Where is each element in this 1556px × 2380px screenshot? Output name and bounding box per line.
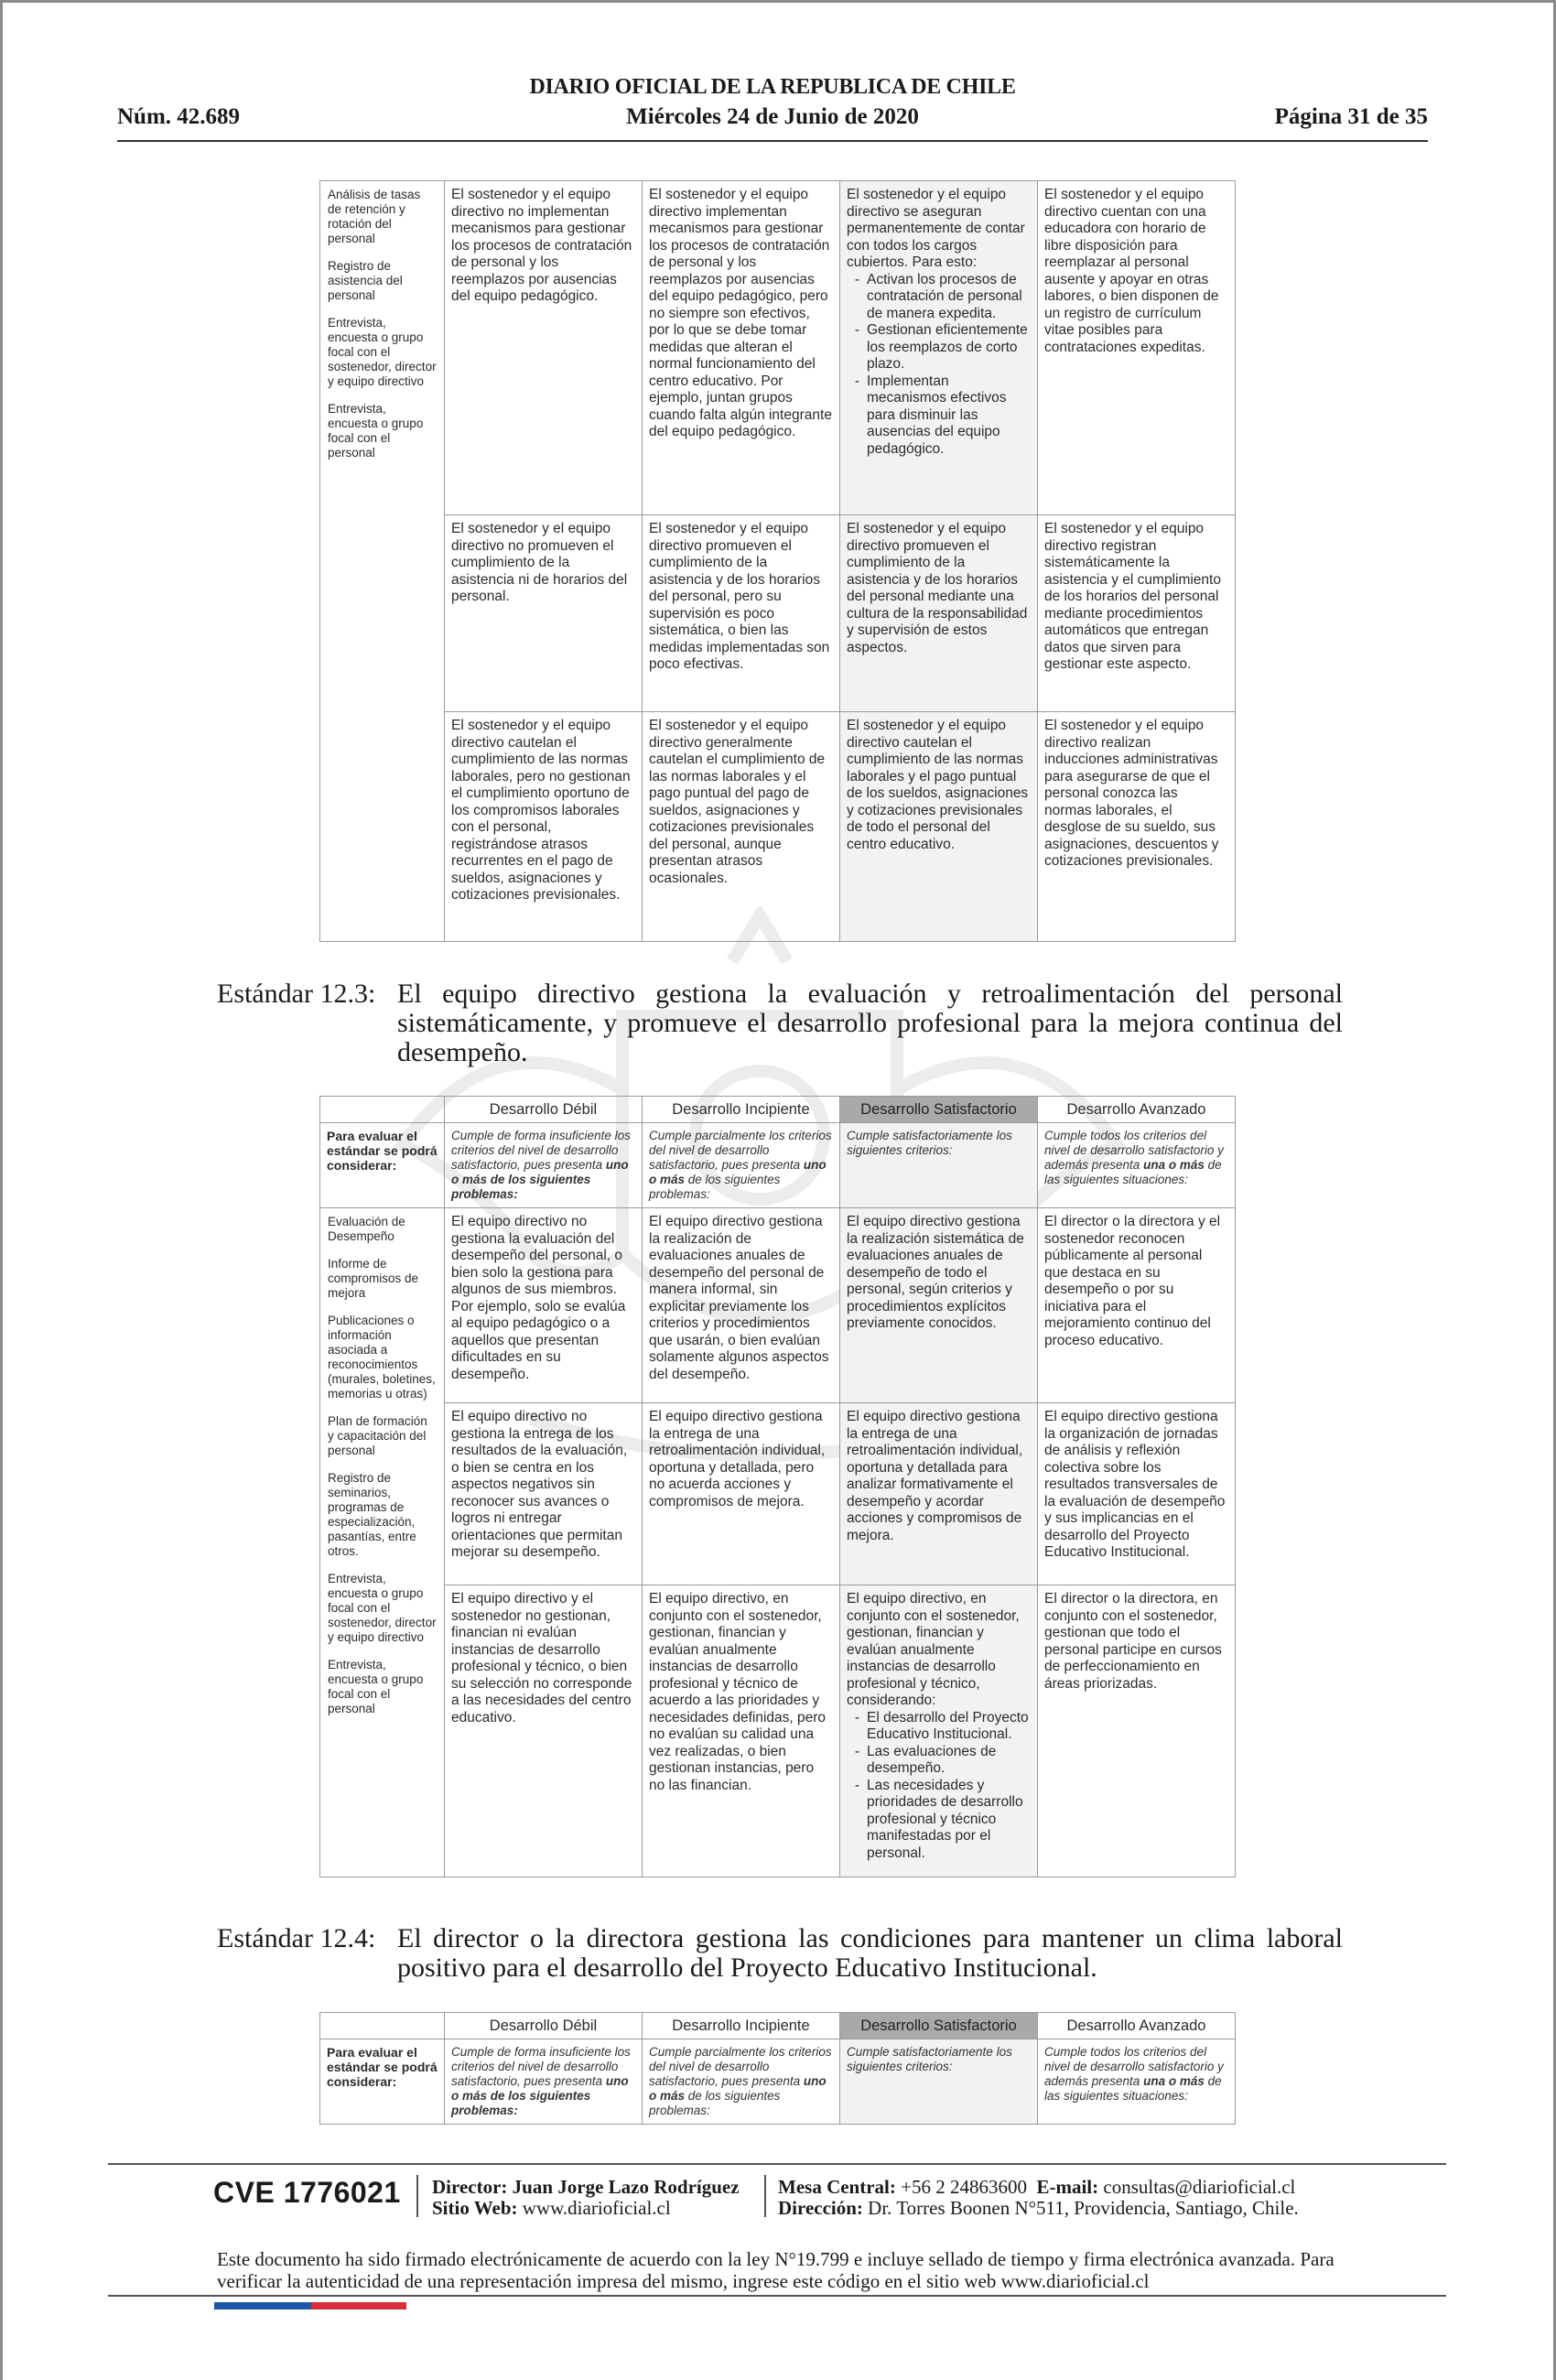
website-link[interactable]: www.diarioficial.cl — [522, 2197, 671, 2219]
header-empty-cell — [320, 1097, 445, 1123]
flag-stripe-red — [311, 2302, 406, 2310]
cell-debil: El equipo directivo no gestiona la entrega de los resultados de la evaluación, o bien se centra en los aspectos negativos sin reconocer sus avances o logros ni entregar orientaciones que permitan mejorar su desempeño. — [445, 1403, 643, 1585]
header-incipiente: Desarrollo Incipiente — [643, 2013, 840, 2039]
evidence-list — [320, 1208, 445, 1877]
bullet-list — [847, 1710, 1031, 1863]
header-satisfactorio: Desarrollo Satisfactorio — [840, 1097, 1038, 1123]
criteria-debil: Cumple de forma insuficiente los criterios del nivel de desarrollo satisfactorio, pues presenta uno o más de los siguientes problemas: — [445, 2039, 643, 2125]
cell-debil: El equipo directivo no gestiona la evaluación del desempeño del personal, o bien solo la gestiona para algunos de sus miembros. Por ejemplo, solo se evalúa al equipo pedagógico o a aquellos que presentan dificultades en su desempeño. — [445, 1208, 643, 1403]
criteria-row — [320, 2039, 1236, 2125]
footer-divider — [108, 2163, 1446, 2165]
standard-label: Estándar 12.3: — [217, 979, 376, 1009]
list-item: - Activan los procesos de contratación de personal de manera expedita. — [867, 272, 1031, 323]
standard-text: El director o la directora gestiona las condiciones para mantener un clima laboral positivo para el desarrollo del Proyecto Educativo Institucional. — [397, 1923, 1343, 1983]
footer-separator — [416, 2175, 418, 2217]
criteria-satisfactorio: Cumple satisfactoriamente los siguientes criterios: — [840, 1123, 1038, 1208]
table-row — [320, 515, 1236, 712]
issue-date: Miércoles 24 de Junio de 2020 — [626, 104, 919, 129]
header-debil: Desarrollo Débil — [445, 2013, 643, 2039]
header-debil: Desarrollo Débil — [445, 1097, 643, 1123]
table-header-row — [320, 1097, 1236, 1123]
cell-satisfactorio: El equipo directivo gestiona la realización sistemática de evaluaciones anuales de desempeño de todo el personal, según criterios y procedimientos explícitos previamente conocidos. — [840, 1208, 1038, 1403]
address: Dr. Torres Boonen N°511, Providencia, Santiago, Chile. — [868, 2197, 1299, 2219]
phone-number: +56 2 24863600 — [901, 2176, 1027, 2198]
evidence-item: Informe de compromisos de mejora — [328, 1257, 419, 1300]
standard-12-4 — [217, 1924, 1341, 1988]
evidence-item: Publicaciones o información asociada a reconocimientos (murales, boletines, memorias u otras) — [328, 1314, 436, 1401]
list-item: - Las necesidades y prioridades de desarrollo profesional y técnico manifestadas por el personal. — [867, 1778, 1031, 1863]
standard-12-4-rubric-table — [319, 2012, 1236, 2125]
email-link[interactable]: consultas@diarioficial.cl — [1103, 2176, 1296, 2198]
evidence-item: Evaluación de Desempeño — [328, 1215, 405, 1243]
header-avanzado: Desarrollo Avanzado — [1038, 2013, 1236, 2039]
list-item: - El desarrollo del Proyecto Educativo Institucional. — [867, 1710, 1031, 1744]
cell-avanzado: El director o la directora, en conjunto con el sostenedor, gestionan que todo el personal participe en cursos de perfeccionamiento en áreas priorizadas. — [1038, 1585, 1236, 1877]
legal-notice: Este documento ha sido firmado electrónicamente de acuerdo con la ley N°19.799 e incluye sellado de tiempo y firma electrónica avanzada. Para verificar la autenticidad de una representación impresa del mismo, ingrese este código en el sitio web www.diarioficial.cl — [217, 2248, 1334, 2292]
table-row — [320, 181, 1236, 515]
cell-satisfactorio: El sostenedor y el equipo directivo promueven el cumplimiento de la asistencia y de los horarios del personal mediante una cultura de la responsabilidad y supervisión de estos aspectos. — [840, 515, 1038, 712]
header-incipiente: Desarrollo Incipiente — [643, 1097, 840, 1123]
cell-incipiente: El sostenedor y el equipo directivo generalmente cautelan el cumplimiento de las normas laborales y el pago puntual del pago de sueldos, asignaciones y cotizaciones previsionales del personal, aunque presentan atrasos ocasionales. — [643, 712, 840, 942]
table-row — [320, 1403, 1236, 1585]
criteria-label: Para evaluar el estándar se podrá considerar: — [320, 1123, 445, 1208]
list-item: - Implementan mecanismos efectivos para disminuir las ausencias del equipo pedagógico. — [867, 373, 1031, 459]
cell-satisfactorio — [840, 181, 1038, 515]
newspaper-title: DIARIO OFICIAL DE LA REPUBLICA DE CHILE — [529, 75, 1016, 99]
footer-contact-block: Mesa Central: +56 2 24863600 E-mail: consultas@diarioficial.cl Dirección: Dr. Torres Boonen N°511, Providencia, Santiago, Chile. — [778, 2176, 1299, 2219]
criteria-incipiente: Cumple parcialmente los criterios del nivel de desarrollo satisfactorio, pues presenta uno o más de los siguientes problemas: — [643, 2039, 840, 2125]
standard-12-2-rubric-table — [319, 180, 1236, 942]
list-item: - Gestionan eficientemente los reemplazos de corto plazo. — [867, 322, 1031, 373]
evidence-item: Entrevista, encuesta o grupo focal con el personal — [328, 1658, 424, 1715]
header-avanzado: Desarrollo Avanzado — [1038, 1097, 1236, 1123]
cell-incipiente: El equipo directivo gestiona la realización de evaluaciones anuales de desempeño del personal de manera informal, sin explicitar previamente los criterios y procedimientos que usarán, o bien evalúan solamente algunos aspectos del desempeño. — [643, 1208, 840, 1403]
cell-incipiente: El sostenedor y el equipo directivo implementan mecanismos para gestionar los procesos de contratación de personal y los reemplazos por ausencias del equipo pedagógico, pero no siempre son efectivos, por lo que se debe tomar medidas que alteran el normal funcionamiento del centro educativo. Por ejemplo, juntan grupos cuando falta algún integrante del equipo pedagógico. — [643, 181, 840, 515]
evidence-item: Entrevista, encuesta o grupo focal con el sostenedor, director y equipo directivo — [328, 1572, 437, 1644]
cell-incipiente: El sostenedor y el equipo directivo promueven el cumplimiento de la asistencia y de los horarios del personal, pero su supervisión es poco sistemática, o bien las medidas implementadas son poco efectivas. — [643, 515, 840, 712]
evidence-item: Registro de asistencia del personal — [328, 259, 403, 302]
flag-stripe-blue — [214, 2302, 311, 2310]
footer-separator — [764, 2175, 766, 2217]
cell-debil: El sostenedor y el equipo directivo cautelan el cumplimiento de las normas laborales, pero no gestionan el cumplimiento oportuno de los compromisos laborales con el personal, registrándose atrasos recurrentes en el pago de sueldos, asignaciones y cotizaciones previsionales. — [445, 712, 643, 942]
cell-satisfactorio: El equipo directivo gestiona la entrega de una retroalimentación individual, oportuna y detallada para analizar formativamente el desempeño y acordar acciones y compromisos de mejora. — [840, 1403, 1038, 1585]
evidence-item: Entrevista, encuesta o grupo focal con el personal — [328, 402, 424, 460]
cell-satisfactorio — [840, 1585, 1038, 1877]
page-number: Página 31 de 35 — [1274, 104, 1428, 129]
footer-bottom-divider — [108, 2295, 1446, 2297]
bullet-list — [847, 272, 1031, 459]
cell-incipiente: El equipo directivo, en conjunto con el sostenedor, gestionan, financian y evalúan anualmente instancias de desarrollo profesional y técnico de acuerdo a las prioridades y necesidades definidas, pero no evalúan su calidad una vez realizadas, o bien gestionan instancias, pero no las financian. — [643, 1585, 840, 1877]
criteria-avanzado: Cumple todos los criterios del nivel de desarrollo satisfactorio y además presenta una o más de las siguientes situaciones: — [1038, 2039, 1236, 2125]
header-empty-cell — [320, 2013, 445, 2039]
table-row — [320, 1585, 1236, 1877]
header-satisfactorio: Desarrollo Satisfactorio — [840, 2013, 1038, 2039]
page-header — [117, 75, 1428, 145]
cell-debil: El equipo directivo y el sostenedor no gestionan, financian ni evalúan instancias de desarrollo profesional y técnico, o bien su selección no corresponde a las necesidades del centro educativo. — [445, 1585, 643, 1877]
table-header-row — [320, 2013, 1236, 2039]
cell-avanzado: El sostenedor y el equipo directivo cuentan con una educadora con horario de libre disposición para reemplazar al personal ausente y apoyar en otras labores, o bien disponen de un registro de currículum vitae posibles para contrataciones expeditas. — [1038, 181, 1236, 515]
cell-avanzado: El sostenedor y el equipo directivo registran sistemáticamente la asistencia y el cumplimiento de los horarios del personal mediante procedimientos automáticos que entregan datos que sirven para gestionar este aspecto. — [1038, 515, 1236, 712]
standard-12-3-rubric-table — [319, 1096, 1236, 1877]
cve-code: CVE 1776021 — [213, 2176, 401, 2209]
table-row — [320, 1208, 1236, 1403]
list-item: - Las evaluaciones de desempeño. — [867, 1744, 1031, 1778]
evidence-item: Análisis de tasas de retención y rotación del personal — [328, 188, 421, 245]
issue-number: Núm. 42.689 — [117, 104, 241, 129]
cell-avanzado: El equipo directivo gestiona la organización de jornadas de análisis y reflexión colectiva sobre los resultados transversales de la evaluación de desempeño y sus implicancias en el desarrollo del Proyecto Educativo Institucional. — [1038, 1403, 1236, 1585]
header-divider — [117, 140, 1428, 142]
evidence-list — [320, 181, 445, 942]
cell-avanzado: El sostenedor y el equipo directivo realizan inducciones administrativas para asegurarse de que el personal conozca las normas laborales, el desglose de su sueldo, sus asignaciones, descuentos y cotizaciones previsionales. — [1038, 712, 1236, 942]
cell-incipiente: El equipo directivo gestiona la entrega de una retroalimentación individual, oportuna y detallada, pero no acuerda acciones y compromisos de mejora. — [643, 1403, 840, 1585]
director-name: Juan Jorge Lazo Rodríguez — [512, 2176, 740, 2198]
standard-label: Estándar 12.4: — [217, 1923, 376, 1953]
table-row — [320, 712, 1236, 942]
cell-satisfactorio-intro: El sostenedor y el equipo directivo se aseguran permanentemente de contar con todos los cargos cubiertos. Para esto: — [847, 187, 1025, 270]
criteria-avanzado: Cumple todos los criterios del nivel de desarrollo satisfactorio y además presenta una o más de las siguientes situaciones: — [1038, 1123, 1236, 1208]
evidence-item: Plan de formación y capacitación del personal — [328, 1414, 427, 1457]
cell-avanzado: El director o la directora y el sostenedor reconocen públicamente al personal que destaca en su desempeño o por su iniciativa para el mejoramiento continuo del proceso educativo. — [1038, 1208, 1236, 1403]
standard-text: El equipo directivo gestiona la evaluación y retroalimentación del personal sistemáticamente, y promueve el desarrollo profesional para la mejora continua del desempeño. — [397, 979, 1343, 1067]
cell-satisfactorio-intro: El equipo directivo, en conjunto con el sostenedor, gestionan, financian y evalúan anualmente instancias de desarrollo profesional y técnico, considerando: — [847, 1591, 1020, 1708]
criteria-incipiente: Cumple parcialmente los criterios del nivel de desarrollo satisfactorio, pues presenta uno o más de los siguientes problemas: — [643, 1123, 840, 1208]
evidence-item: Registro de seminarios, programas de especialización, pasantías, entre otros. — [328, 1471, 416, 1558]
cell-debil: El sostenedor y el equipo directivo no implementan mecanismos para gestionar los procesos de contratación de personal y los reemplazos por ausencias del equipo pedagógico. — [445, 181, 643, 515]
cell-debil: El sostenedor y el equipo directivo no promueven el cumplimiento de la asistencia ni de horarios del personal. — [445, 515, 643, 712]
evidence-item: Entrevista, encuesta o grupo focal con el sostenedor, director y equipo directivo — [328, 316, 437, 388]
criteria-label: Para evaluar el estándar se podrá considerar: — [320, 2039, 445, 2125]
cell-satisfactorio: El sostenedor y el equipo directivo cautelan el cumplimiento de las normas laborales y el pago puntual de los sueldos, asignaciones y cotizaciones previsionales de todo el personal del centro educativo. — [840, 712, 1038, 942]
criteria-debil: Cumple de forma insuficiente los criterios del nivel de desarrollo satisfactorio, pues presenta uno o más de los siguientes problemas: — [445, 1123, 643, 1208]
criteria-row — [320, 1123, 1236, 1208]
footer-director-block: Director: Juan Jorge Lazo Rodríguez Sitio Web: www.diarioficial.cl — [432, 2176, 740, 2219]
standard-12-3 — [217, 979, 1341, 1071]
criteria-satisfactorio: Cumple satisfactoriamente los siguientes criterios: — [840, 2039, 1038, 2125]
